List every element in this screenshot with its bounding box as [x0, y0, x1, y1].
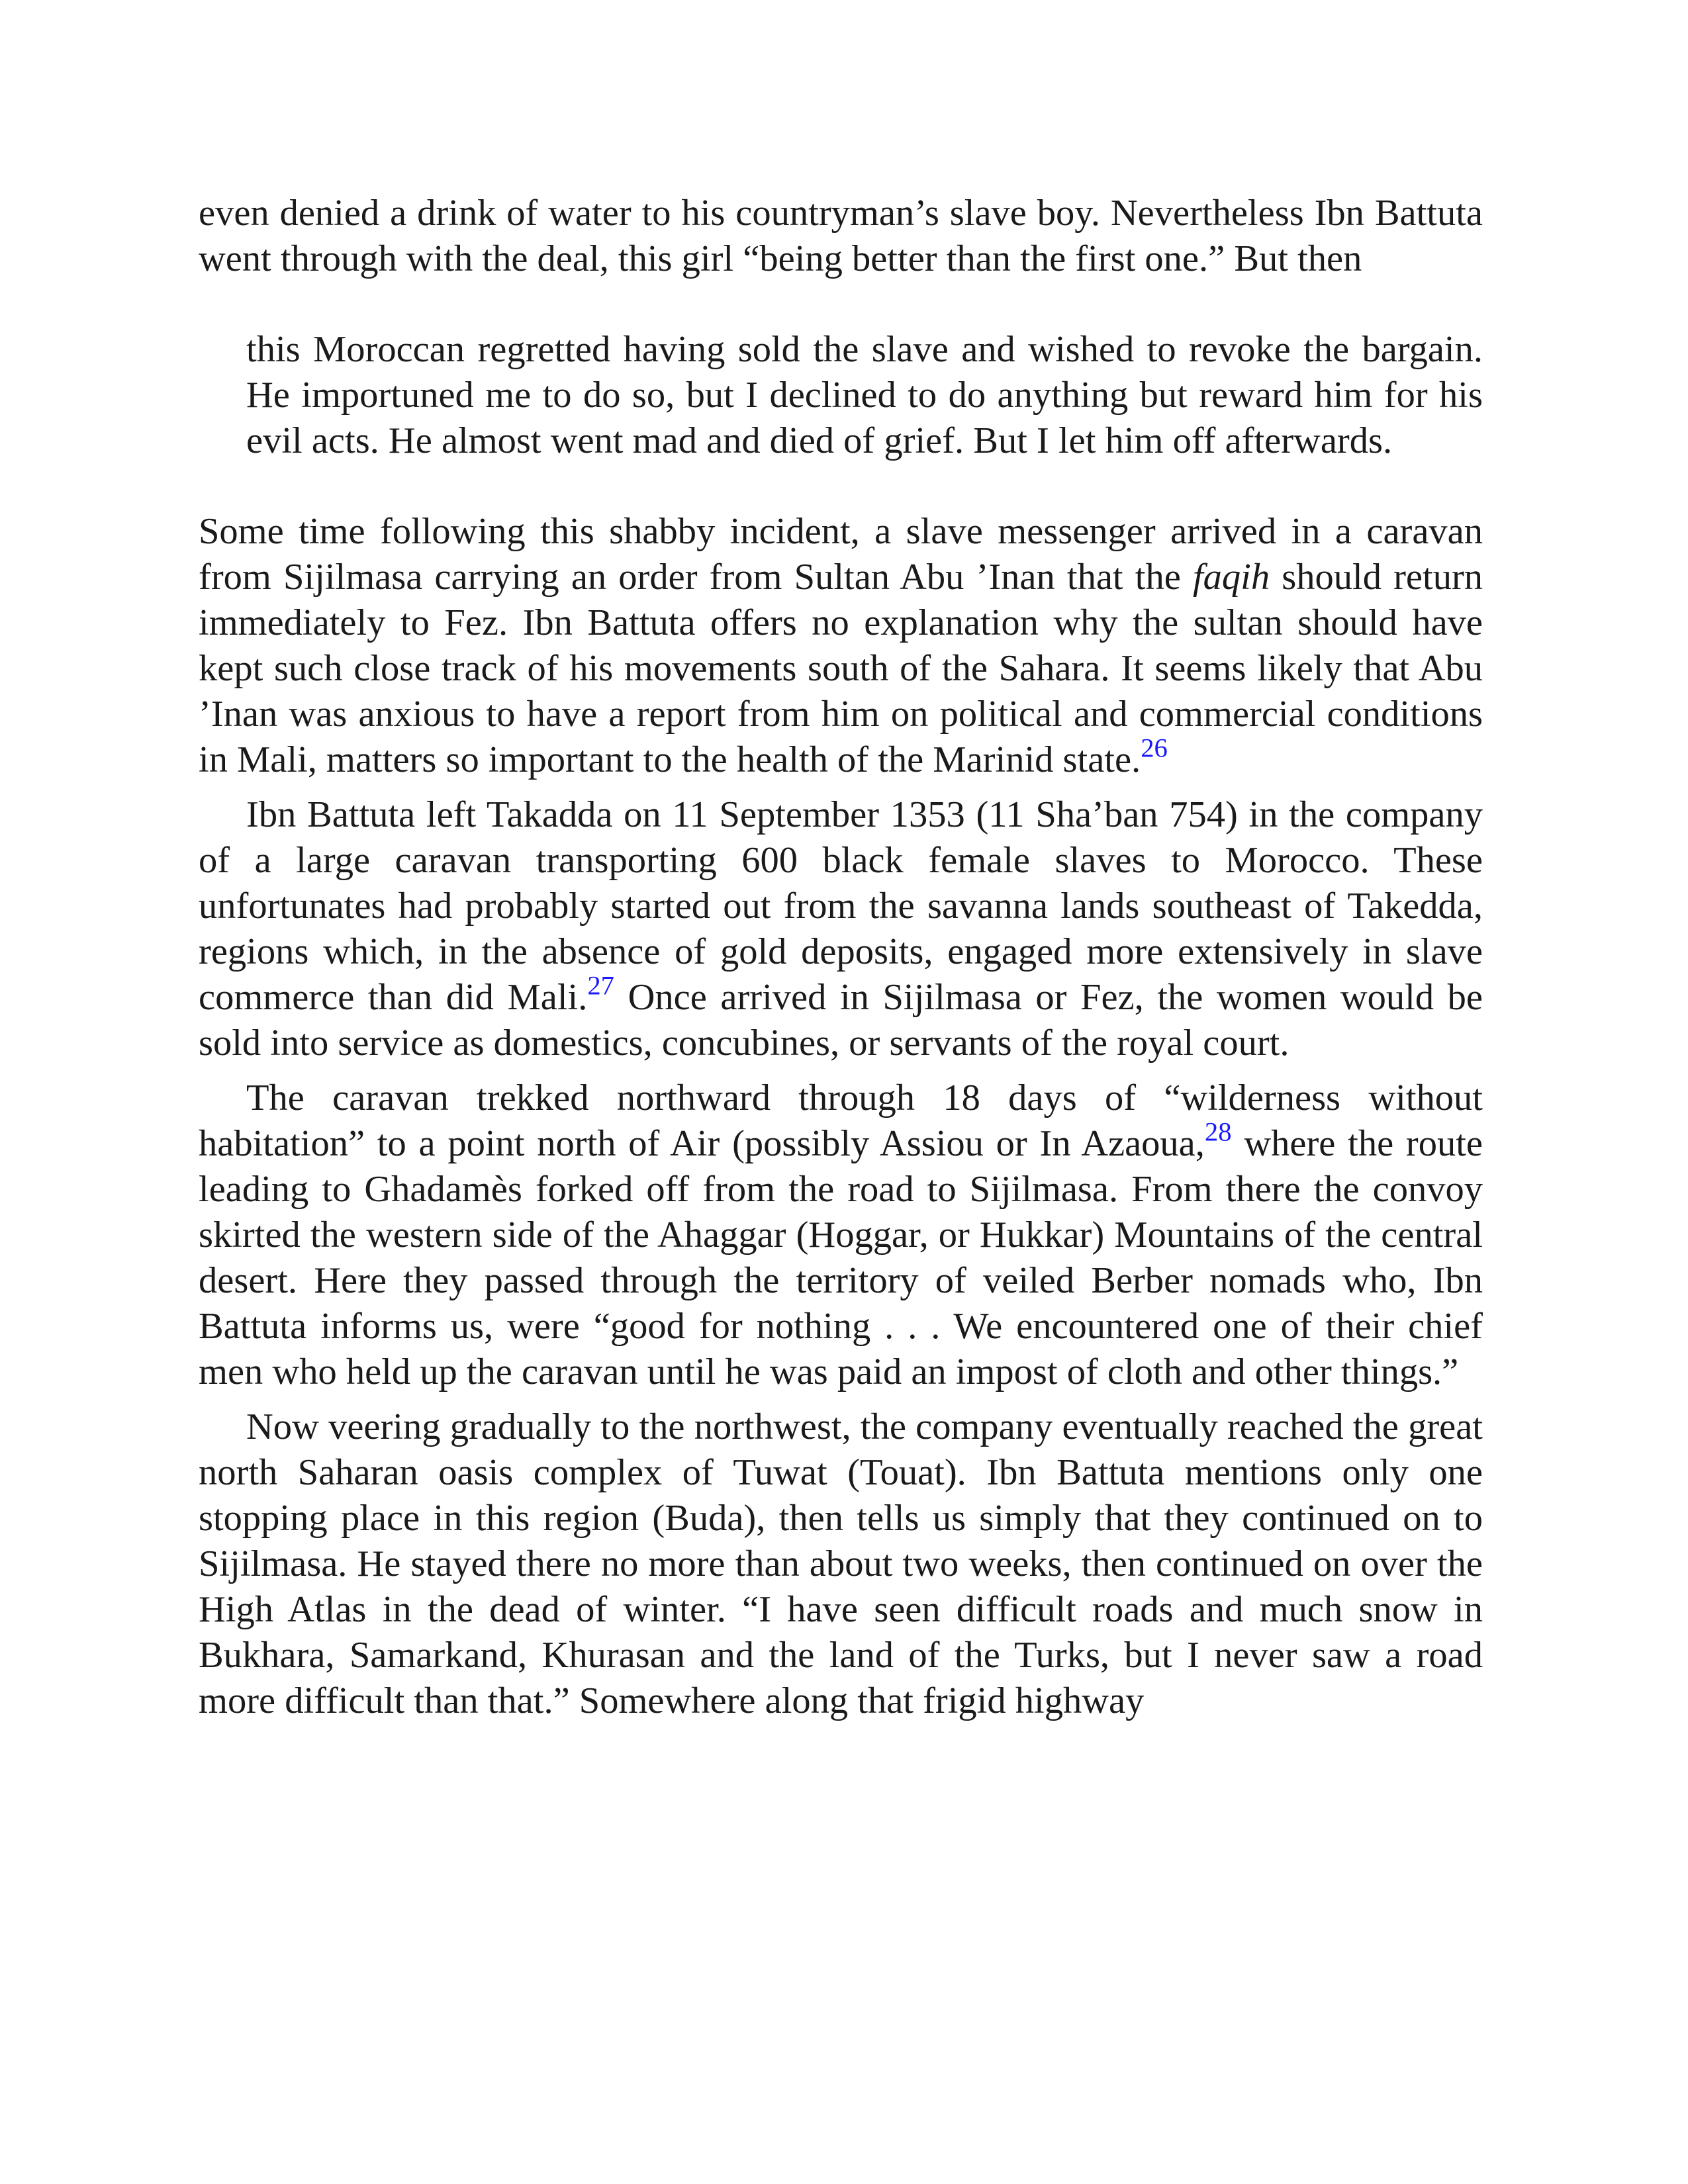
paragraph-2-text-a: Some time following this shabby incident, a slave messenger arrived in a caravan from Sijilmasa carrying an order from Sultan Abu ’Inan that the	[199, 511, 1483, 598]
paragraph-1-text: even denied a drink of water to his countryman’s slave boy. Nevertheless Ibn Battuta went through with the deal, this girl “being better than the first one.” But then	[199, 193, 1483, 279]
paragraph-5	[199, 1404, 1483, 1724]
block-quote	[246, 327, 1483, 464]
paragraph-5-text: Now veering gradually to the northwest, the company eventually reached the great north Saharan oasis complex of Tuwat (Touat). Ibn Battuta mentions only one stopping place in this region (Buda), then tells us simply that they continued on to Sijilmasa. He stayed there no more than about two weeks, then continued on over the High Atlas in the dead of winter. “I have seen difficult roads and much snow in Bukhara, Samarkand, Khurasan and the land of the Turks, but I never saw a road more difficult than that.” Somewhere along that frigid highway	[199, 1406, 1483, 1721]
paragraph-4-text-a: The caravan trekked northward through 18 days of “wilderness without habitation” to a point north of Air (possibly Assiou or In Azaoua,	[199, 1077, 1483, 1164]
footnote-ref-28[interactable]: 28	[1204, 1116, 1232, 1147]
block-quote-text: this Moroccan regretted having sold the slave and wished to revoke the bargain. He importuned me to do so, but I declined to do anything but reward him for his evil acts. He almost went mad and died of grief. But I let him off afterwards.	[246, 329, 1483, 461]
page-body	[199, 191, 1483, 1724]
paragraph-2-italic-term: faqih	[1192, 557, 1270, 598]
paragraph-1	[199, 191, 1483, 282]
paragraph-3-text-b: Once arrived in Sijilmasa or Fez, the women would be sold into service as domestics, concubines, or servants of the royal court.	[199, 977, 1483, 1064]
paragraph-4	[199, 1075, 1483, 1395]
paragraph-4-text-b: where the route leading to Ghadamès forked off from the road to Sijilmasa. From there the convoy skirted the western side of the Ahaggar (Hoggar, or Hukkar) Mountains of the central desert. Here they passed through the territory of veiled Berber nomads who, Ibn Battuta informs us, were “good for nothing . . . We encountered one of their chief men who held up the caravan until he was paid an impost of cloth and other things.”	[199, 1123, 1483, 1392]
paragraph-2	[199, 509, 1483, 783]
paragraph-3	[199, 792, 1483, 1066]
paragraph-3-text-a: Ibn Battuta left Takadda on 11 September 1353 (11 Sha’ban 754) in the company of a large caravan transporting 600 black female slaves to Morocco. These unfortunates had probably started out from the savanna lands southeast of Takedda, regions which, in the absence of gold deposits, engaged more extensively in slave commerce than did Mali.	[199, 794, 1483, 1018]
paragraph-2-text-b: should return immediately to Fez. Ibn Battuta offers no explanation why the sultan should have kept such close track of his movements south of the Sahara. It seems likely that Abu ’Inan was anxious to have a report from him on political and commercial conditions in Mali, matters so important to the health of the Marinid state.	[199, 557, 1483, 780]
footnote-ref-26[interactable]: 26	[1141, 733, 1168, 763]
footnote-ref-27[interactable]: 27	[587, 970, 615, 1001]
